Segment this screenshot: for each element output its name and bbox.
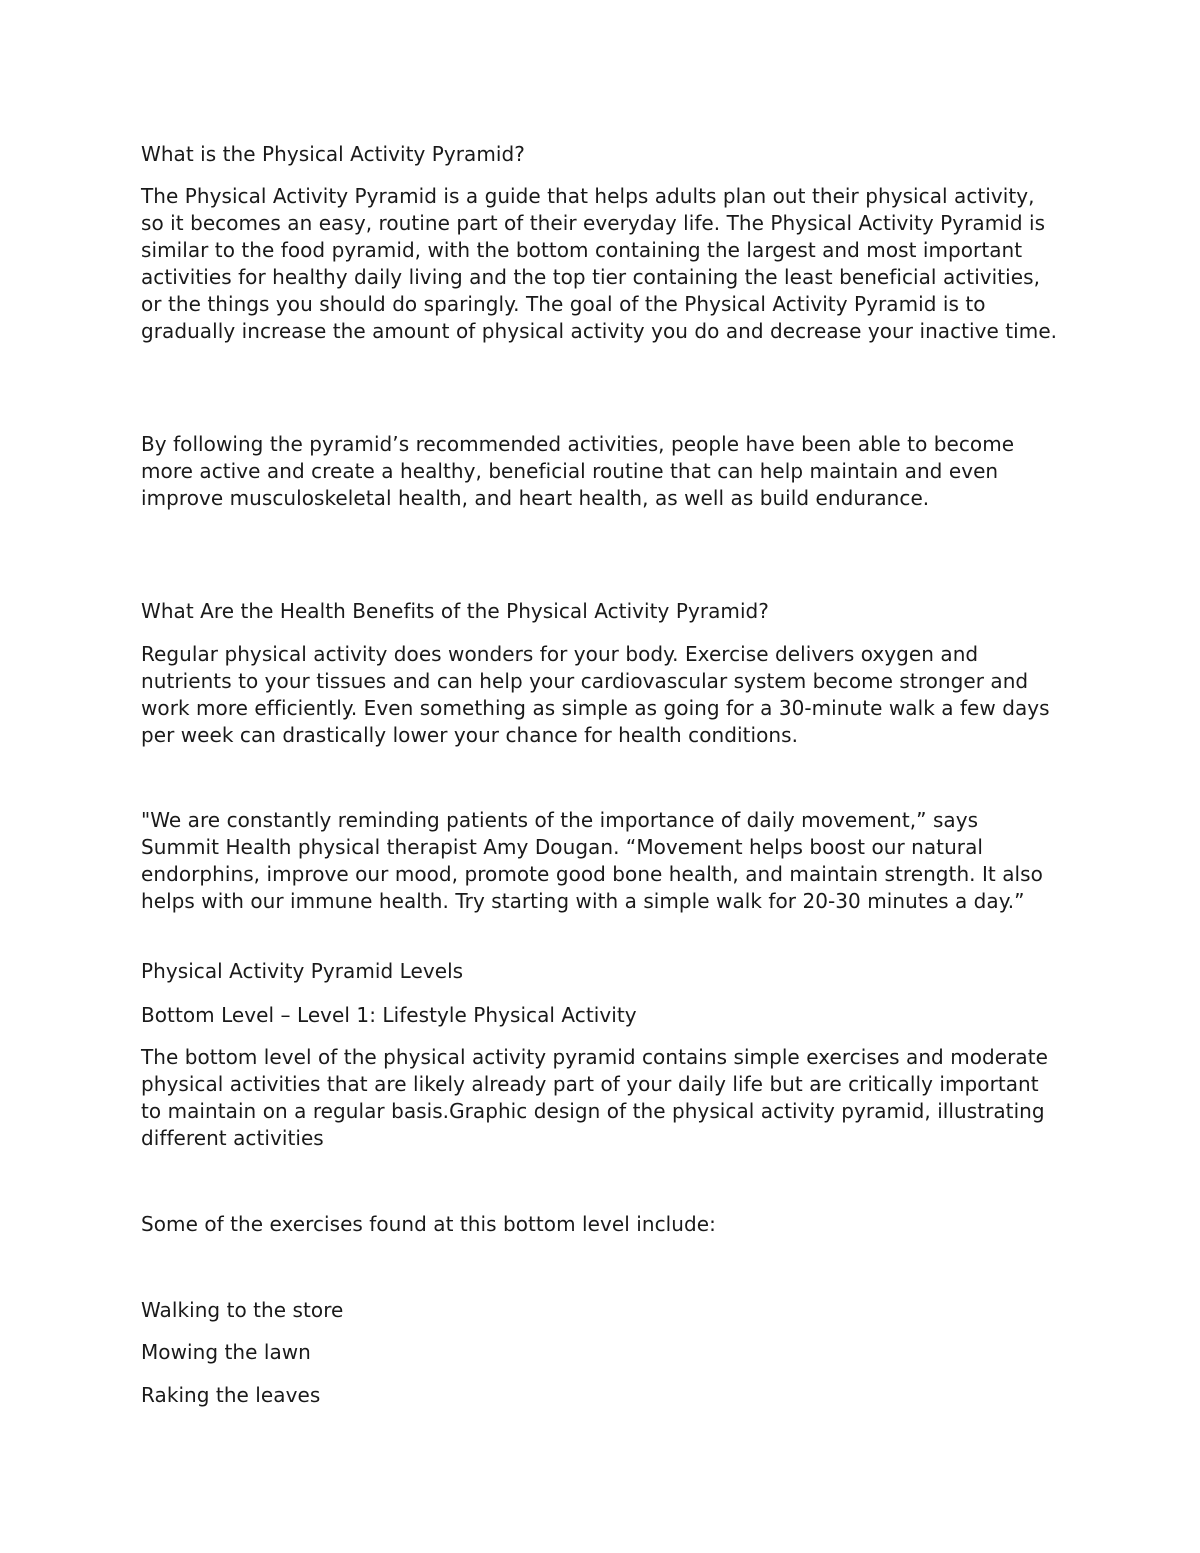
section-heading-levels: Physical Activity Pyramid Levels: [141, 959, 464, 983]
routine-paragraph: By following the pyramid’s recommended activities, people have been able to become more active and create a healthy, beneficial routine that can help maintain and even improve musculoskeletal health, and heart health, as well as build endurance.: [141, 432, 1015, 510]
section-heading-what-is: What is the Physical Activity Pyramid?: [141, 142, 525, 166]
therapist-quote: "We are constantly reminding patients of the importance of daily movement,” says Summit Health physical therapist Amy Dougan. “Movement helps boost our natural endorphins, improve our mood, promote good bone health, and maintain strength. It also helps with our immune health. Try starting with a simple walk for 20-30 minutes a day.”: [141, 808, 1043, 913]
bottom-level-paragraph: The bottom level of the physical activity pyramid contains simple exercises and moderate physical activities that are likely already part of your daily life but are critically important to maintain on a regular basis.Graphic design of the physical activity pyramid, illustrating different activities: [141, 1045, 1048, 1150]
exercises-intro: Some of the exercises found at this bottom level include:: [141, 1212, 716, 1236]
section-heading-health-benefits: What Are the Health Benefits of the Physical Activity Pyramid?: [141, 599, 769, 623]
list-item: Raking the leaves: [141, 1383, 321, 1407]
benefits-paragraph: Regular physical activity does wonders for your body. Exercise delivers oxygen and nutrients to your tissues and can help your cardiovascular system become stronger and work more efficiently. Even something as simple as going for a 30-minute walk a few days per week can drastically lower your chance for health conditions.: [141, 642, 1050, 747]
intro-paragraph: The Physical Activity Pyramid is a guide that helps adults plan out their physical activity, so it becomes an easy, routine part of their everyday life. The Physical Activity Pyramid is similar to the food pyramid, with the bottom containing the largest and most important activities for healthy daily living and the top tier containing the least beneficial activities, or the things you should do sparingly. The goal of the Physical Activity Pyramid is to gradually increase the amount of physical activity you do and decrease your inactive time.: [141, 184, 1058, 343]
subheading-bottom-level: Bottom Level – Level 1: Lifestyle Physical Activity: [141, 1003, 637, 1027]
list-item: Mowing the lawn: [141, 1340, 311, 1364]
list-item: Walking to the store: [141, 1298, 344, 1322]
